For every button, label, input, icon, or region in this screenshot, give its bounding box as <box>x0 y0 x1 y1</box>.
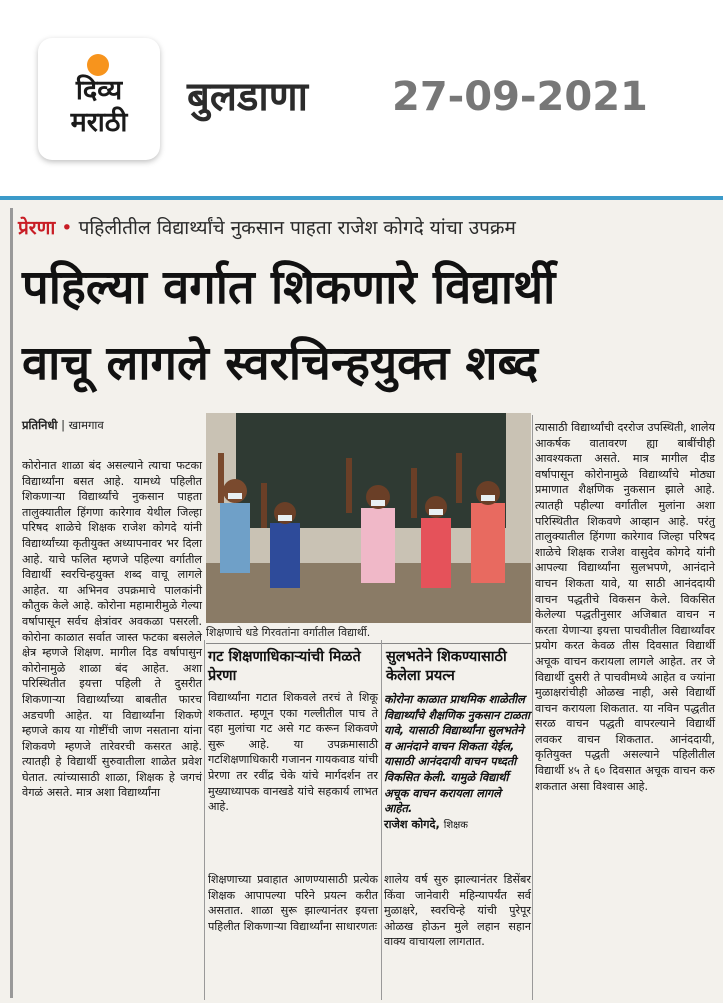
article-column-2-bottom: शिक्षणाच्या प्रवाहात आणण्यासाठी प्रत्येक शिक्षक आपापल्या परिने प्रयत्न करीत असतात. शाळा सुरू झाल्यानंतर इयत्ता पहिलीत शिकणाऱ्या विद्यार्थ्यांना साधारणतः <box>208 873 378 933</box>
logo-line-2: मराठी <box>70 107 128 138</box>
article-column-3-bottom: शालेय वर्ष सुरु झाल्यानंतर डिसेंबर किंवा जानेवारी महिन्यापर्यंत सर्व मुळाक्षरे, स्वरचिन्हे यांची पुरेपूर ओळख होऊन मुले लहान सहान वाक्य वाचायला लागतात. <box>384 873 531 949</box>
article-kicker <box>18 214 516 240</box>
kicker-text: पहिलीतील विद्यार्थ्यांचे नुकसान पाहता राजेश कोगदे यांचा उपक्रम <box>78 217 516 239</box>
article-column-2: विद्यार्थ्यांना गटात शिकवले तरचं ते शिकू शकतात. म्हणून एका गल्लीतील पाच ते दहा मुलांचा गट असे गट करून शिकवणे सुरू आहे. या उपक्रमासाठी गटशिक्षणाधिकारी गजानन गायकवाड यांची प्रेरणा तर रवींद्र चेके यांचे मार्गदर्शन तर मुख्याध्यापक वानखडे यांचे सहकार्य लाभत आहे. <box>208 691 378 814</box>
quote-author-role: शिक्षक <box>443 819 468 831</box>
edition-city: बुलडाणा <box>187 74 308 120</box>
headline-line-2: वाचू लागले स्वरचिन्हयुक्त शब्द <box>22 336 539 391</box>
divya-marathi-logo <box>38 38 160 160</box>
subheading-3: सुलभतेने शिकण्यासाठी केलेला प्रयत्न <box>386 649 507 684</box>
byline: प्रतिनिधी | खामगाव <box>22 418 104 432</box>
left-margin-rule <box>10 208 13 998</box>
quote-author <box>384 817 531 834</box>
photo-caption: शिक्षणाचे धडे गिरवतांना वर्गातील विद्यार्थी. <box>206 625 531 644</box>
article-column-1: कोरोनात शाळा बंद असल्याने त्याचा फटका विद्यार्थ्यांना बसत आहे. यामध्ये पहिलीत शिकणाऱ्या विद्यार्थ्यांचे नुकसान पाहता तालुक्यातील हिंगणा कारेगाव येथील जिल्हा परिषद शाळेचे शिक्षक राजेश कोगदे यांनी विद्यार्थ्यांच्या कृतीयुक्त अध्यापनावर भर दिला आहे. याचे फलित म्हणजे पहिल्या वर्गातील विद्यार्थी स्वरचिन्हयुक्त शब्द वाचू लागले आहेत. या अभिनव उपक्रमाचे पालकांनी कौतुक केले आहे. कोरोना महामारीमुळे गेल्या वर्षापासून सर्वच क्षेत्रांवर अवकळा पसरली. कोरोना काळात सर्वात जास्त फटका बसलेले क्षेत्र म्हणजे शिक्षण. मागील दिड वर्षापासुन कोरोनामुळे शाळा बंद आहेत. अशा परिस्थितीत इयत्ता पहिली ते दुसरीत शिकणाऱ्या विद्यार्थ्यांच्या बाबतीत फारच अडचणी आहेत. या विद्यार्थ्यांना शिकणे म्हणजे काय या गोष्टींची जाण नसताना यांना शिकवणे म्हणजे तारेवरची कसरत आहे. त्यातही हे विद्यार्थी सुरुवातीला शाळेत प्रवेश घेतात. त्यांच्यासाठी शाळा, शिक्षक हे जगचं वेगळं असते. मात्र अशा विद्यार्थ्यांना <box>22 459 202 800</box>
quote-author-name: राजेश कोगदे, <box>384 817 440 831</box>
headline-line-1: पहिल्या वर्गात शिकणारे विद्यार्थी <box>22 260 556 315</box>
logo-line-1: दिव्य <box>75 75 123 106</box>
column-separator <box>381 640 382 1000</box>
column-separator <box>204 640 205 1000</box>
sun-icon <box>87 54 109 76</box>
classroom-photo-illustration <box>206 413 531 623</box>
kicker-label: प्रेरणा <box>18 217 56 239</box>
byline-place: खामगाव <box>68 418 104 432</box>
highlight-quote <box>384 692 531 833</box>
byline-role: प्रतिनिधी <box>22 418 58 432</box>
article-column-4: त्यासाठी विद्यार्थ्यांची दररोज उपस्थिती, शालेय आकर्षक वातावरण ह्या बाबींचीही आवश्यकता असते. मात्र मागील दीड वर्षापासून कोरोनामुळे विद्यार्थ्यांचे मोठ्या प्रमाणात शैक्षणिक नुकसान झाले आहे. त्यातही पहील्या वर्गातील मुलांना अशा परिस्थितीत शिकवणे आव्हान आहे. परंतु तालुक्यातील हिंगणा कारेगाव जिल्हा परिषद शाळेचे शिक्षक राजेश वासुदेव कोगदे यांनी आपल्या विद्यार्थ्यांना सुलभपणे, आनंदाने वाचन शिकता यावे, या साठी आनंददायी वाचन पद्धतीचे विकसन केले. विकसित केलेल्या पद्धतीनुसार अजिबात वाचन न करता येणाऱ्या इयत्ता पाचवीतील विद्यार्थ्यांवर प्रयोग करत केवळ तीस दिवसात विद्यार्थी अचूक वाचन करायला लागले आहेत. तर जे विद्यार्थी दुसरी ते पाचवीमध्ये आहेत व ज्यांना मुळाक्षरांचीही ओळख नाही, असे विद्यार्थी वाचन करायला शिकतात. या नविन पद्धतीत सरळ वाचन पद्धती वापरल्याने विद्यार्थी लवकर वाचन शिकतात. आनंददायी, कृतियुक्त पद्धती असल्याने पहिलीतील विद्यार्थी ४५ ते ६० दिवसात अचूक वाचन करु शकतात असा विश्वास आहे. <box>535 421 715 793</box>
newspaper-clipping <box>0 200 723 1003</box>
subheading-2: गट शिक्षणाधिकाऱ्यांची मिळते प्रेरणा <box>208 649 361 684</box>
edition-date: 27-09-2021 <box>392 74 648 120</box>
classroom-photo <box>206 413 531 623</box>
highlight-text: कोरोना काळात प्राथमिक शाळेतील विद्यार्थ्यांचे शैक्षणिक नुकसान टाळता यावे, यासाठी विद्यार्थ्यांना सुलभतेने व आनंदाने वाचन शिकता येईल, यासाठी आनंददायी वाचन पध्दती विकसित केली. यामुळे विद्यार्थी अचूक वाचन करायला लागले आहेत. <box>384 693 530 816</box>
kicker-dot: • <box>61 217 73 239</box>
column-separator <box>532 415 533 1000</box>
page-header <box>0 0 723 196</box>
